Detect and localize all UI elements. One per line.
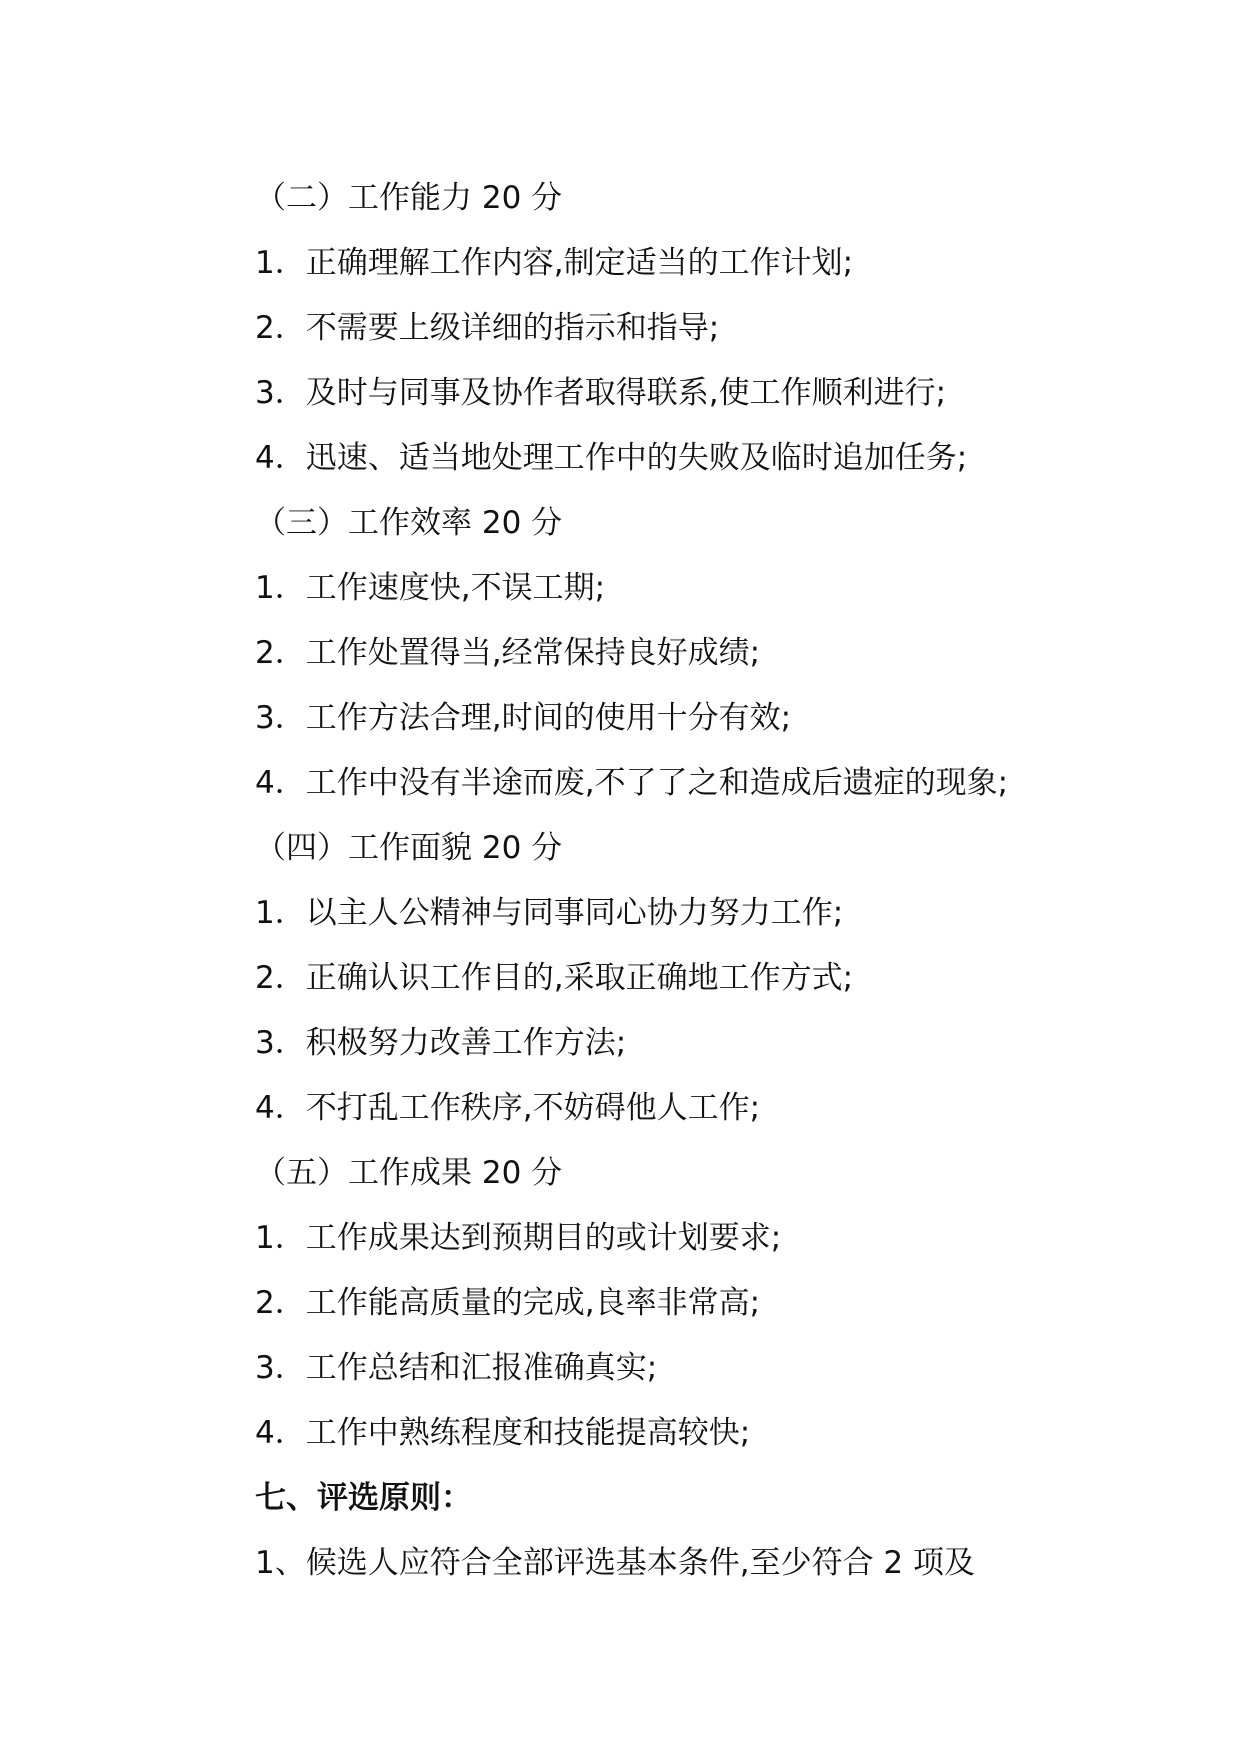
list-item: 3．积极努力改善工作方法; bbox=[255, 1025, 627, 1061]
list-item: 4．工作中没有半途而废,不了了之和造成后遗症的现象; bbox=[255, 765, 1009, 801]
list-item: 4．不打乱工作秩序,不妨碍他人工作; bbox=[255, 1090, 761, 1126]
list-item: 1．工作速度快,不误工期; bbox=[255, 570, 606, 606]
list-item: 3．工作方法合理,时间的使用十分有效; bbox=[255, 700, 792, 736]
section-heading: （三）工作效率 20 分 bbox=[255, 505, 563, 541]
list-item: 2．正确认识工作目的,采取正确地工作方式; bbox=[255, 960, 854, 996]
list-item: 3．工作总结和汇报准确真实; bbox=[255, 1350, 658, 1386]
paragraph: 1、候选人应符合全部评选基本条件,至少符合 2 项及 bbox=[255, 1545, 976, 1581]
list-item: 2．工作能高质量的完成,良率非常高; bbox=[255, 1285, 761, 1321]
document-body bbox=[255, 166, 1135, 1596]
section-heading: （五）工作成果 20 分 bbox=[255, 1155, 563, 1191]
list-item: 3．及时与同事及协作者取得联系,使工作顺利进行; bbox=[255, 375, 947, 411]
list-item: 1．正确理解工作内容,制定适当的工作计划; bbox=[255, 245, 854, 281]
section-heading: （二）工作能力 20 分 bbox=[255, 180, 563, 216]
list-item: 2．工作处置得当,经常保持良好成绩; bbox=[255, 635, 761, 671]
list-item: 1．以主人公精神与同事同心协力努力工作; bbox=[255, 895, 844, 931]
list-item: 1．工作成果达到预期目的或计划要求; bbox=[255, 1220, 782, 1256]
chapter-heading: 七、评选原则： bbox=[255, 1480, 472, 1516]
list-item: 4．工作中熟练程度和技能提高较快; bbox=[255, 1415, 751, 1451]
list-item: 4．迅速、适当地处理工作中的失败及临时追加任务; bbox=[255, 440, 968, 476]
section-heading: （四）工作面貌 20 分 bbox=[255, 830, 563, 866]
list-item: 2．不需要上级详细的指示和指导; bbox=[255, 310, 720, 346]
